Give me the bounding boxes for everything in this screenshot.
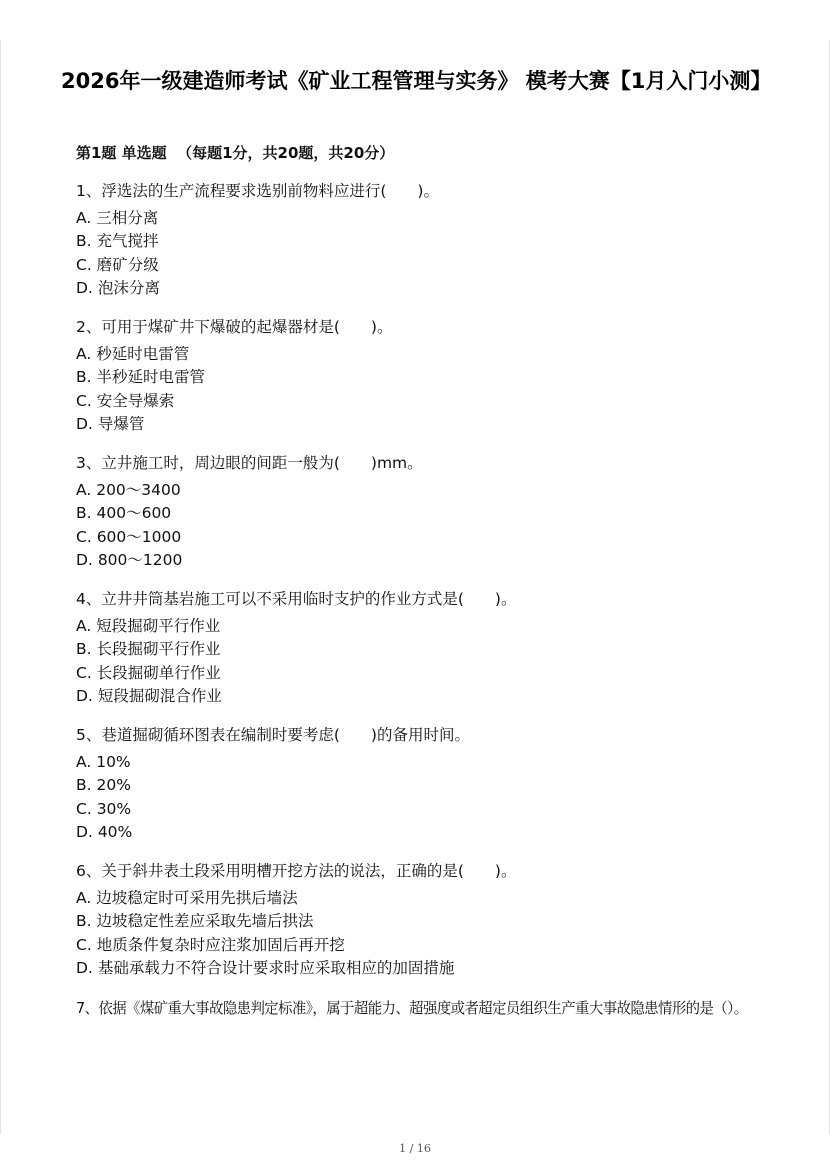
document-title: 2026年一级建造师考试《矿业工程管理与实务》 模考大赛【1月入门小测】 bbox=[61, 69, 772, 93]
question-3 bbox=[76, 452, 766, 573]
option-letter: B. bbox=[76, 232, 92, 250]
question-4 bbox=[76, 588, 766, 709]
option-b bbox=[76, 366, 766, 390]
option-letter: D. bbox=[76, 415, 93, 433]
option-text: 泡沫分离 bbox=[97, 279, 160, 297]
option-letter: C. bbox=[76, 799, 92, 818]
option-letter: C. bbox=[76, 663, 92, 682]
question-stem: 3、立井施工时，周边眼的间距一般为( )mm。 bbox=[76, 454, 423, 472]
option-a bbox=[76, 887, 766, 911]
option-b bbox=[76, 502, 766, 526]
option-c bbox=[76, 662, 766, 686]
option-d bbox=[76, 685, 766, 709]
question-5 bbox=[76, 724, 766, 845]
option-text: 三相分离 bbox=[96, 208, 159, 227]
option-letter: D. bbox=[76, 279, 93, 297]
option-letter: D. bbox=[76, 551, 93, 569]
option-d bbox=[76, 413, 766, 437]
question-list bbox=[76, 180, 766, 1036]
option-letter: D. bbox=[76, 823, 93, 841]
question-stem: 5、巷道掘砌循环图表在编制时要考虑( )的备用时间。 bbox=[76, 726, 470, 744]
option-letter: B. bbox=[76, 912, 92, 930]
question-6 bbox=[76, 860, 766, 981]
option-text: 地质条件复杂时应注浆加固后再开挖 bbox=[96, 935, 345, 954]
option-letter: C. bbox=[76, 255, 92, 274]
page-indicator: 1 / 16 bbox=[399, 1142, 431, 1155]
option-text: 基础承载力不符合设计要求时应采取相应的加固措施 bbox=[97, 959, 455, 977]
option-c bbox=[76, 254, 766, 278]
option-letter: A. bbox=[76, 480, 92, 499]
option-text: 边坡稳定时可采用先拱后墙法 bbox=[96, 888, 298, 907]
option-a bbox=[76, 343, 766, 367]
option-letter: B. bbox=[76, 776, 92, 794]
option-text: 秒延时电雷管 bbox=[96, 344, 190, 363]
option-d bbox=[76, 277, 766, 301]
option-c bbox=[76, 798, 766, 822]
option-letter: A. bbox=[76, 616, 92, 635]
option-text: 半秒延时电雷管 bbox=[96, 368, 206, 386]
question-stem: 1、浮选法的生产流程要求选别前物料应进行( )。 bbox=[76, 182, 439, 200]
question-stem: 7、依据《煤矿重大事故隐患判定标准》，属于超能力、超强度或者超定员组织生产重大事故隐患情形的是（）。 bbox=[76, 999, 748, 1017]
option-letter: A. bbox=[76, 208, 92, 227]
option-text: 30% bbox=[96, 799, 132, 818]
option-letter: A. bbox=[76, 344, 92, 363]
option-b bbox=[76, 774, 766, 798]
option-text: 600～1000 bbox=[96, 527, 182, 546]
option-text: 充气搅拌 bbox=[96, 232, 159, 250]
option-letter: B. bbox=[76, 368, 92, 386]
option-text: 长段掘砌单行作业 bbox=[96, 663, 221, 682]
option-d bbox=[76, 821, 766, 845]
section-header: 第1题 单选题 （每题1分，共20题，共20分） bbox=[76, 144, 395, 162]
option-c bbox=[76, 390, 766, 414]
option-letter: C. bbox=[76, 935, 92, 954]
option-text: 边坡稳定性差应采取先墙后拱法 bbox=[96, 912, 314, 930]
option-text: 200～3400 bbox=[96, 480, 181, 499]
option-letter: A. bbox=[76, 752, 92, 771]
option-c bbox=[76, 934, 766, 958]
option-d bbox=[76, 549, 766, 573]
option-text: 长段掘砌平行作业 bbox=[96, 640, 221, 658]
option-text: 短段掘砌混合作业 bbox=[97, 687, 222, 705]
question-1 bbox=[76, 180, 766, 301]
question-stem: 4、立井井筒基岩施工可以不采用临时支护的作业方式是( )。 bbox=[76, 590, 517, 608]
option-letter: C. bbox=[76, 391, 92, 410]
option-letter: D. bbox=[76, 687, 93, 705]
question-stem: 2、可用于煤矿井下爆破的起爆器材是( )。 bbox=[76, 318, 393, 336]
option-letter: B. bbox=[76, 504, 92, 522]
option-letter: B. bbox=[76, 640, 92, 658]
option-text: 磨矿分级 bbox=[96, 255, 159, 274]
option-a bbox=[76, 751, 766, 775]
option-a bbox=[76, 479, 766, 503]
option-text: 20% bbox=[96, 776, 131, 794]
option-letter: C. bbox=[76, 527, 92, 546]
option-text: 400～600 bbox=[96, 504, 172, 522]
option-b bbox=[76, 910, 766, 934]
option-text: 800～1200 bbox=[97, 551, 183, 569]
option-c bbox=[76, 526, 766, 550]
option-text: 短段掘砌平行作业 bbox=[96, 616, 221, 635]
option-b bbox=[76, 638, 766, 662]
option-text: 40% bbox=[97, 823, 133, 841]
option-letter: D. bbox=[76, 959, 93, 977]
option-a bbox=[76, 615, 766, 639]
option-b bbox=[76, 230, 766, 254]
option-a bbox=[76, 207, 766, 231]
option-text: 10% bbox=[96, 752, 131, 771]
question-stem: 6、关于斜井表土段采用明槽开挖方法的说法，正确的是( )。 bbox=[76, 862, 517, 880]
question-7 bbox=[76, 996, 766, 1020]
option-text: 安全导爆索 bbox=[96, 391, 175, 410]
option-letter: A. bbox=[76, 888, 92, 907]
document-page bbox=[0, 40, 830, 1134]
option-d bbox=[76, 957, 766, 981]
option-text: 导爆管 bbox=[97, 415, 145, 433]
question-2 bbox=[76, 316, 766, 437]
